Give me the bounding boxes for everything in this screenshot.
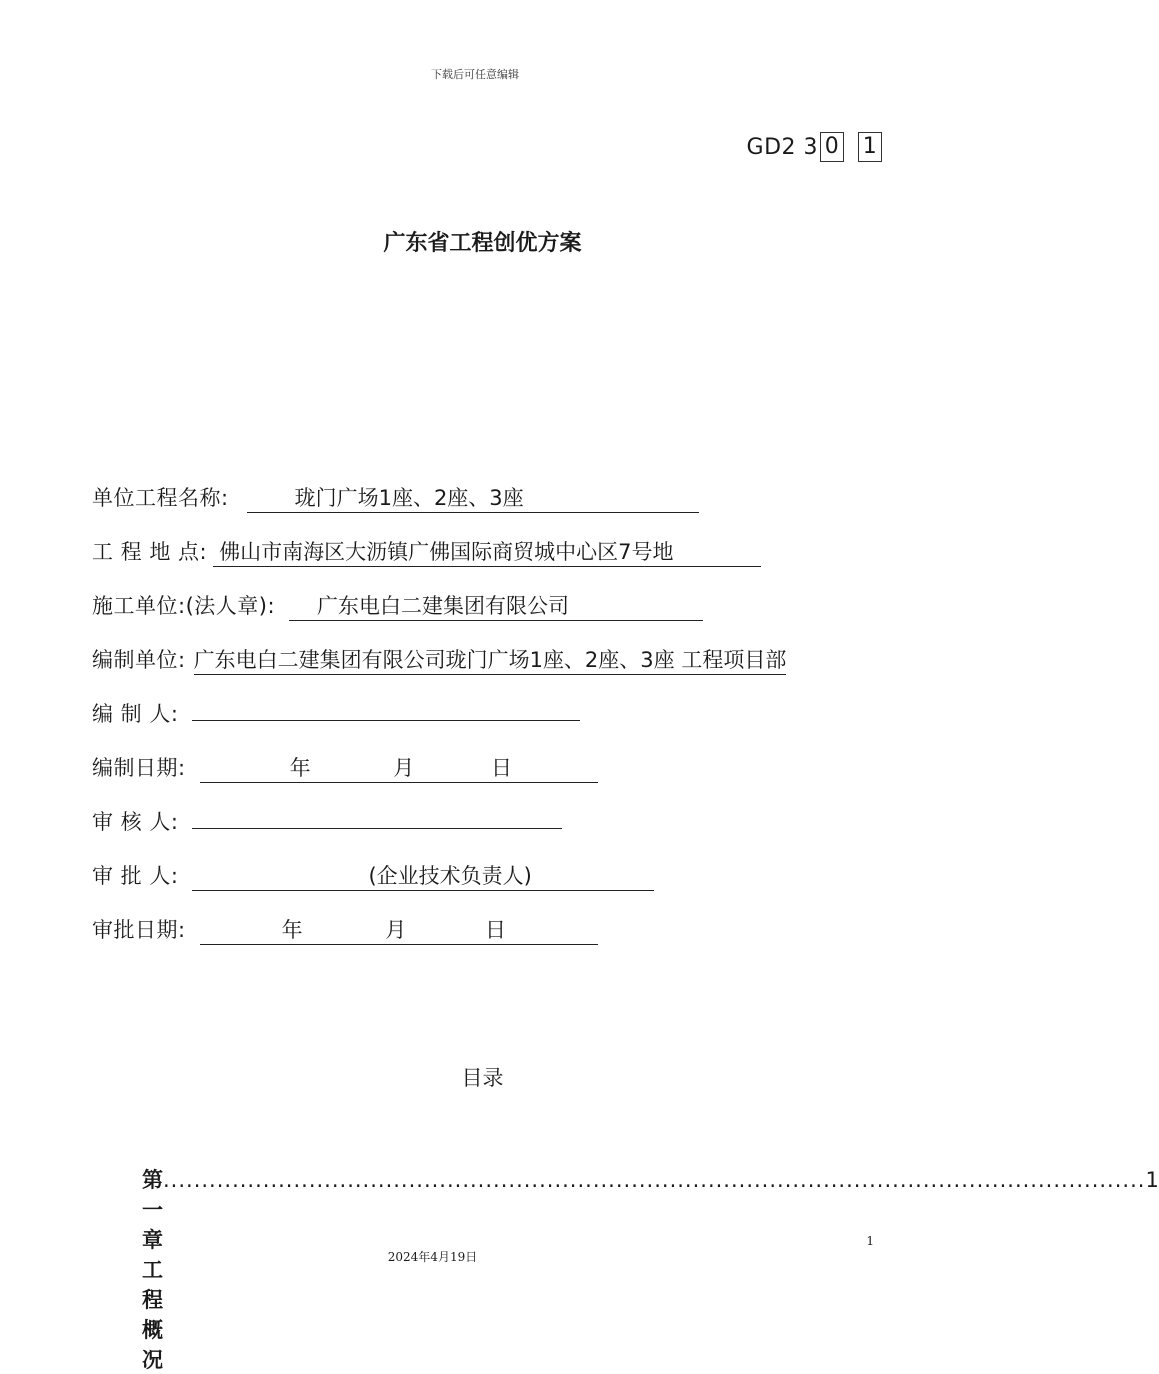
- approve-date-label: 审批日期:: [92, 918, 186, 942]
- compile-month: 月: [393, 756, 415, 780]
- compiler-value: [192, 698, 580, 721]
- project-name-value: 珑门广场1座、2座、3座: [247, 482, 699, 513]
- document-code: [747, 132, 882, 162]
- field-compiler-unit: [92, 644, 786, 675]
- page-number: 1: [866, 1234, 874, 1248]
- field-contractor: [92, 590, 703, 621]
- toc-title: 目录: [461, 1066, 504, 1090]
- compiler-unit-value: 广东电白二建集团有限公司珑门广场1座、2座、3座 工程项目部: [194, 644, 787, 675]
- toc-chapter: 第一章 工程概况: [142, 1168, 163, 1372]
- approve-day: 日: [484, 918, 506, 942]
- compile-date-value: [200, 752, 598, 783]
- compile-date-label: 编制日期:: [92, 756, 186, 780]
- toc-page: 1: [1145, 1168, 1159, 1192]
- location-value: 佛山市南海区大沥镇广佛国际商贸城中心区7号地: [213, 536, 761, 567]
- compile-year: 年: [289, 756, 311, 780]
- field-approver: [92, 860, 654, 891]
- contractor-value: 广东电白二建集团有限公司: [289, 590, 703, 621]
- approve-year: 年: [281, 918, 303, 942]
- code-box-1: 0: [820, 132, 844, 162]
- footer-date: 2024年4月19日: [387, 1250, 478, 1264]
- compile-day: 日: [490, 756, 512, 780]
- project-name-label: 单位工程名称:: [92, 486, 229, 510]
- toc-leader: ................................................................................................................................: [163, 1168, 1146, 1192]
- reviewer-value: [192, 806, 562, 829]
- contractor-label: 施工单位:(法人章):: [92, 594, 276, 618]
- field-approve-date: [92, 914, 598, 945]
- field-reviewer: [92, 806, 562, 836]
- field-compiler: [92, 698, 580, 728]
- reviewer-label: 审 核 人:: [92, 810, 179, 834]
- document-title: 广东省工程创优方案: [383, 231, 582, 256]
- header-note: 下载后可任意编辑: [431, 68, 519, 81]
- code-box-2: 1: [858, 132, 882, 162]
- location-label: 工 程 地 点:: [92, 540, 208, 564]
- compiler-unit-label: 编制单位:: [92, 648, 186, 672]
- toc-entry[interactable]: [142, 1164, 1159, 1374]
- approve-date-value: [200, 914, 598, 945]
- approver-label: 审 批 人:: [92, 864, 179, 888]
- compiler-label: 编 制 人:: [92, 702, 179, 726]
- code-prefix: GD2 3: [746, 134, 818, 160]
- approver-value: (企业技术负责人): [192, 860, 654, 891]
- field-compile-date: [92, 752, 598, 783]
- field-location: [92, 536, 761, 567]
- approve-month: 月: [385, 918, 407, 942]
- field-project-name: [92, 482, 699, 513]
